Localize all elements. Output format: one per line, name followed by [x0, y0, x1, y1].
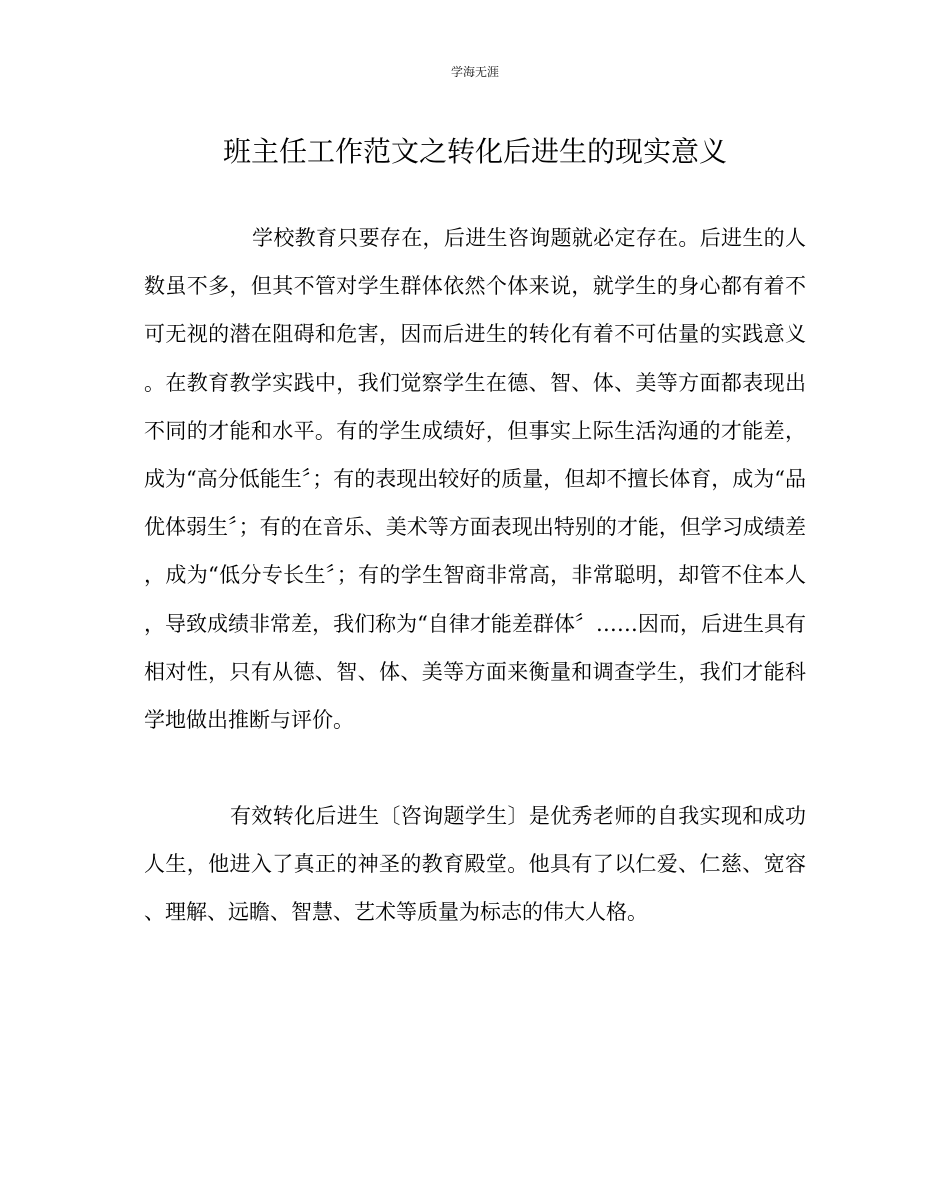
- document-title: 班主任工作范文之转化后进生的现实意义: [222, 135, 727, 168]
- paragraph-2: 有效转化后进生〔咨询题学生〕是优秀老师的自我实现和成功人生，他进入了真正的神圣的教育殿堂。他具有了以仁爱、仁慈、宽容、理解、远瞻、智慧、艺术等质量为标志的伟大人格。: [144, 804, 806, 925]
- paragraph-1: 学校教育只要存在，后进生咨询题就必定存在。后进生的人数虽不多，但其不管对学生群体依然个体来说，就学生的身心都有着不可无视的潜在阻碍和危害，因而后进生的转化有着不可估量的实践意义。在教育教学实践中，我们觉察学生在德、智、体、美等方面都表现出不同的才能和水平。有的学生成绩好，但事实上际生活沟通的才能差，成为“高分低能生〞；有的表现出较好的质量，但却不擅长体育，成为“品优体弱生〞；有的在音乐、美术等方面表现出特别的才能，但学习成绩差，成为“低分专长生〞；有的学生智商非常高，非常聪明，却管不住本人，导致成绩非常差，我们称为“自律才能差群体〞……因而，后进生具有相对性，只有从德、智、体、美等方面来衡量和调查学生，我们才能科学地做出推断与评价。: [144, 226, 806, 733]
- page-header: 学海无涯: [450, 65, 499, 79]
